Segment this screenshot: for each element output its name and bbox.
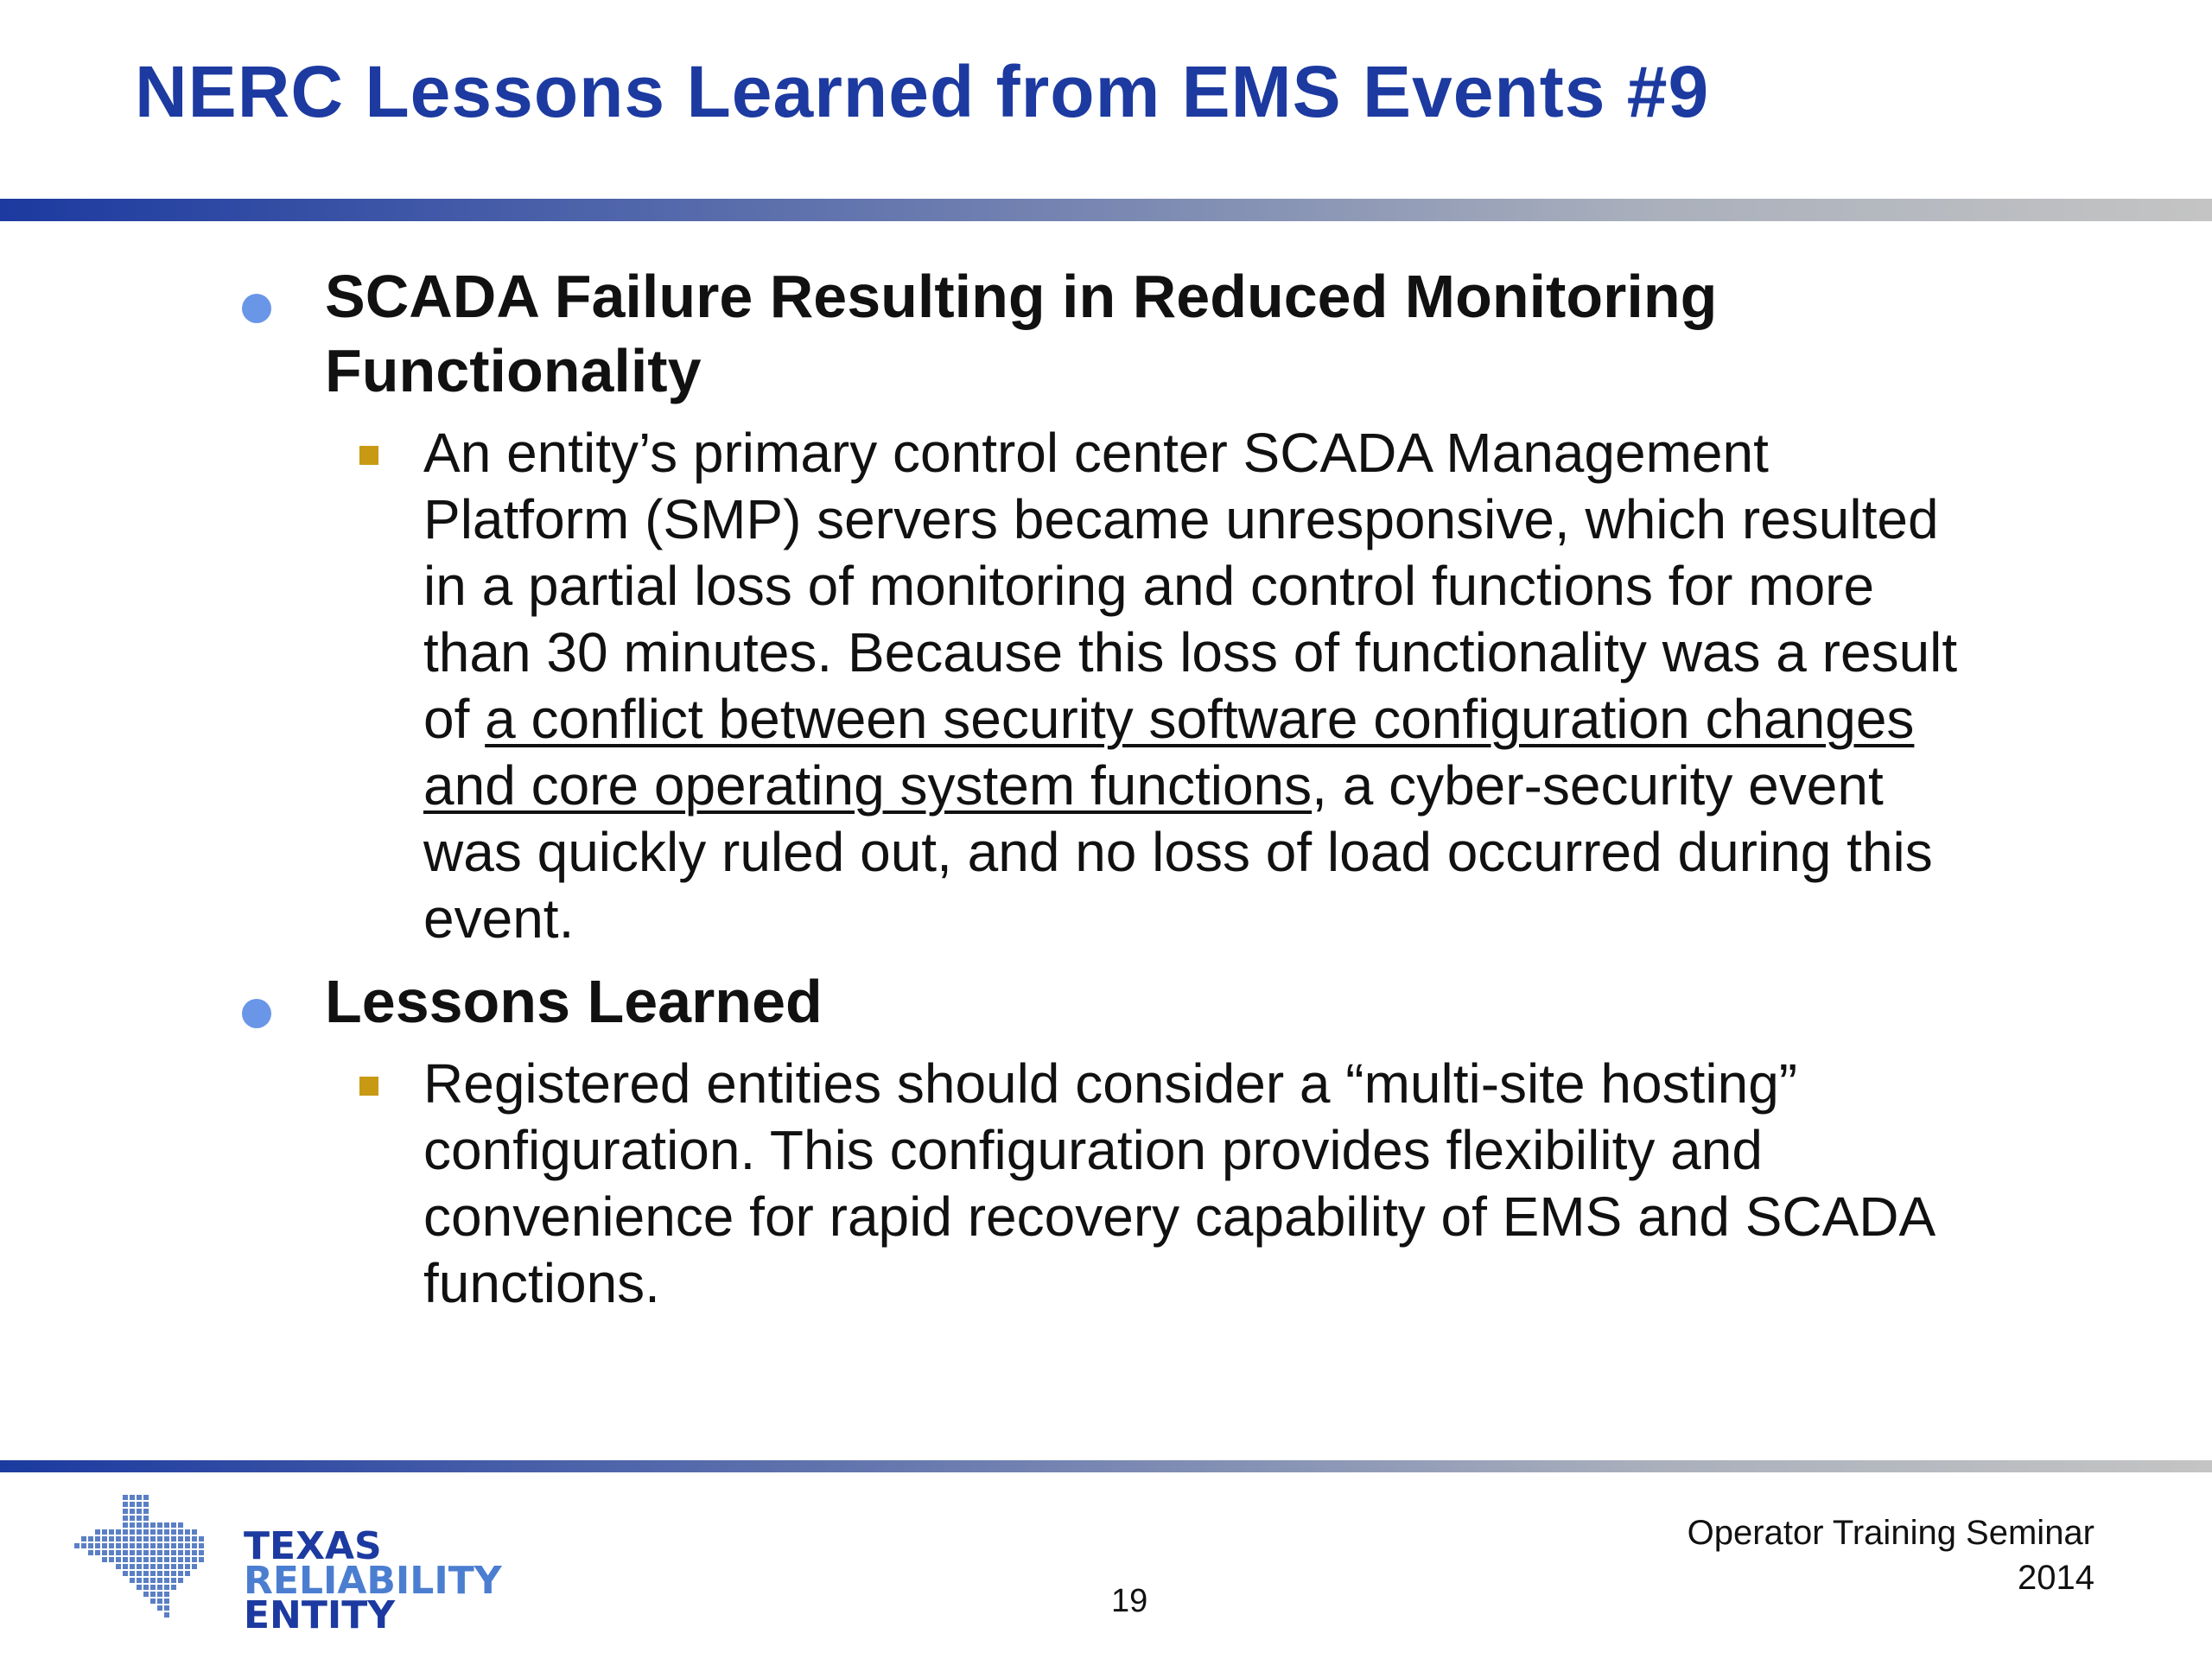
bullet-level1	[242, 964, 1970, 1039]
bullet-heading: SCADA Failure Resulting in Reduced Monitoring Functionality	[325, 263, 1718, 404]
bullet-heading: Lessons Learned	[325, 968, 823, 1035]
circle-bullet-icon	[242, 294, 271, 323]
bullet-body-after: , a cyber-security event was quickly ruled out, and no loss of load occurred during this event.	[423, 754, 1933, 950]
footer-event-year: 2014	[2018, 1559, 2094, 1597]
slide-title: NERC Lessons Learned from EMS Events #9	[135, 51, 1710, 132]
square-bullet-icon	[359, 1077, 378, 1096]
circle-bullet-icon	[242, 999, 271, 1028]
bullet-level2	[359, 420, 1970, 952]
header-divider	[0, 199, 2212, 221]
page-number: 19	[1111, 1583, 1148, 1619]
footer-divider	[0, 1460, 2212, 1472]
logo-text-reliability: RELIABILITY	[244, 1559, 502, 1603]
bullet-level2	[359, 1051, 1970, 1317]
bullet-body-before: An entity’s primary control center SCADA Management Platform (SMP) servers became unresponsive, which resulted in a partial loss of monitoring and control functions for more than 30 minutes. Because this loss of functionality was a result of	[423, 422, 1958, 750]
bullet-level1	[242, 259, 1970, 408]
bullet-body	[423, 420, 1970, 952]
square-bullet-icon	[359, 446, 378, 465]
footer-event	[1688, 1510, 2094, 1600]
bullet-body-underlined: a conflict between security software configuration changes and core operating system functions	[423, 688, 1915, 817]
bullet-body: Registered entities should consider a “multi-site hosting” configuration. This configuration provides flexibility and convenience for rapid recovery capability of EMS and SCADA functions.	[423, 1052, 1933, 1314]
slide-content	[242, 259, 1970, 1317]
logo-text-texas: TEXAS	[244, 1524, 382, 1568]
footer-event-name: Operator Training Seminar	[1687, 1514, 2094, 1552]
texas-reliability-entity-logo	[74, 1491, 502, 1647]
texas-map-icon	[74, 1491, 247, 1647]
logo-text-entity: ENTITY	[244, 1593, 396, 1637]
